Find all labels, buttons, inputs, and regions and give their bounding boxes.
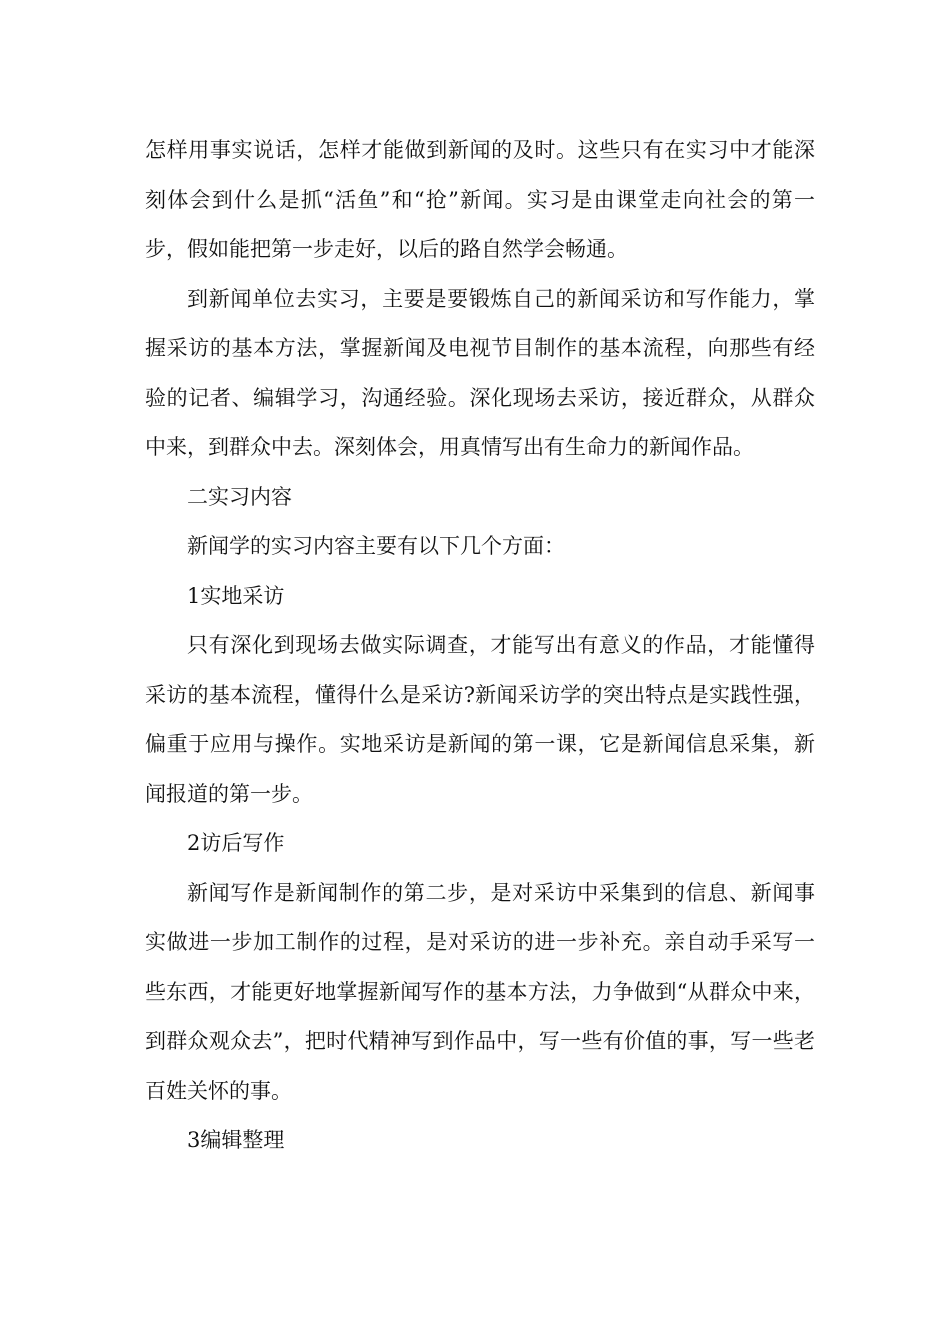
paragraph-post-interview-writing: 新闻写作是新闻制作的第二步，是对采访中采集到的信息、新闻事实做进一步加工制作的过程，是对采访的进一步补充。亲自动手采写一些东西，才能更好地掌握新闻写作的基本方法，力争做到“从群众中来，到群众观众去”，把时代精神写到作品中，写一些有价值的事，写一些老百姓关怀的事。: [145, 880, 815, 1103]
subheading-post-interview-writing: 2访后写作: [187, 831, 285, 855]
paragraph-content-overview: 新闻学的实习内容主要有以下几个方面：: [187, 534, 565, 558]
paragraph-internship-purpose: 到新闻单位去实习，主要是要锻炼自己的新闻采访和写作能力，掌握采访的基本方法，掌握新闻及电视节目制作的基本流程，向那些有经验的记者、编辑学习，沟通经验。深化现场去采访，接近群众，从群众中来，到群众中去。深刻体会，用真情写出有生命力的新闻作品。: [145, 286, 815, 459]
document-body: [145, 126, 815, 1166]
paragraph-field-interview: 只有深化到现场去做实际调查，才能写出有意义的作品，才能懂得采访的基本流程，懂得什么是采访?新闻采访学的突出特点是实践性强，偏重于应用与操作。实地采访是新闻的第一课，它是新闻信息采集，新闻报道的第一步。: [145, 633, 815, 806]
paragraph-intro-continuation: 怎样用事实说话，怎样才能做到新闻的及时。这些只有在实习中才能深刻体会到什么是抓“活鱼”和“抢”新闻。实习是由课堂走向社会的第一步，假如能把第一步走好，以后的路自然学会畅通。: [145, 138, 815, 261]
subheading-editing: 3编辑整理: [187, 1128, 285, 1152]
subheading-field-interview: 1实地采访: [187, 583, 285, 608]
section-heading-internship-content: 二实习内容: [187, 484, 292, 509]
